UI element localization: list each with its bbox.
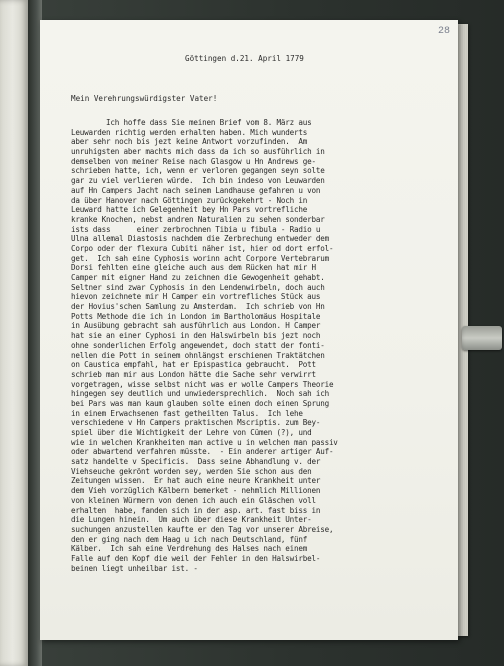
- letter-line: Leuward hatte ich Gelegenheit bey Hn Pars vortrefliche: [71, 205, 308, 215]
- letter-dateline: Göttingen d.21. April 1779: [185, 54, 304, 63]
- letter-line: der Hovius'schen Samlung zu Amsterdam. Ich schrieb von Hn: [71, 302, 325, 312]
- letter-line: hievon zeichnete mir H Camper ein vortrefliches Stück aus: [71, 292, 321, 302]
- letter-line: demselben von meiner Reise nach Glasgow u Hn Andrews ge-: [71, 156, 316, 166]
- bookmark-ribbon: [462, 326, 502, 350]
- letter-line: Kälber. Ich sah eine Verdrehung des Halses nach einem: [71, 544, 308, 554]
- letter-line: Zeitungen wissen. Er hat auch eine neure Krankheit unter: [71, 476, 321, 486]
- letter-line: Viehseuche gekrönt worden sey, werden Sie schon aus den: [71, 466, 312, 476]
- letter-line: erhalten habe, fanden sich in der asp. art. fast biss in: [71, 505, 321, 515]
- letter-line: schrieben hatte, ich, wenn er verloren gegangen seyn solte: [71, 166, 325, 176]
- letter-line: in einem Erwachsenen fast getheilten Talus. Ich lehe: [71, 408, 303, 418]
- letter-line: Seltner sind zwar Cyphosis in den Lendenwirbeln, doch auch: [71, 282, 325, 292]
- letter-line: bei Pars was man kaum glauben solte einen doch einen Sprung: [71, 398, 329, 408]
- letter-line: aber sehr noch bis jezt keine Antwort vorzufinden. Am: [71, 137, 308, 147]
- letter-line: auf Hn Campers Jacht nach seinem Landhause gefahren u von: [71, 185, 321, 195]
- letter-line: kranke Knochen, nebst andren Naturalien zu sehen sonderbar: [71, 214, 325, 224]
- letter-line: verschiedene v Hn Campers praktischen Mscriptis. zum Bey-: [71, 418, 321, 428]
- letter-salutation: Mein Verehrungswürdigster Vater!: [71, 94, 218, 103]
- letter-line: Ich hoffe dass Sie meinen Brief vom 8. März aus: [71, 118, 312, 127]
- letter-line: beinen liegt unheilbar ist. -: [71, 563, 198, 573]
- letter-line: hat sie an einer Cyphosi in den Halswirbeln bis jezt noch: [71, 331, 321, 341]
- letter-line: oder abwartend verfahren müsste. - Ein anderer artiger Auf-: [71, 447, 334, 457]
- letter-line: dem Vieh vorzüglich Kälbern bemerket - nehmlich Millionen: [71, 486, 321, 496]
- letter-line: Ulna allemal Diastosis nachdem die Zerbrechung entweder dem: [71, 234, 329, 244]
- letter-line: on Caustica empfahl, hat er Epispastica gebraucht. Pott: [71, 360, 316, 370]
- letter-line: Corpo oder der flexura Cubiti näher ist, hier od dort erfol-: [71, 243, 334, 253]
- letter-line: get. Ich sah eine Cyphosis worinn acht Corpore Vertebrarum: [71, 253, 329, 263]
- letter-line: vorgetragen, wisse selbst nicht was er wolle Campers Theorie: [71, 379, 334, 389]
- letter-line: gar zu viel verlieren würde. Ich bin indeso von Leuwarden: [71, 176, 325, 186]
- page-number: 28: [437, 26, 450, 37]
- letter-line: suchungen anzustellen kaufte er den Tag vor unserer Abreise,: [71, 524, 334, 534]
- letter-line: von kleinen Würmern von denen ich auch ein Gläschen voll: [71, 495, 316, 505]
- letter-line: spiel über die Wichtigkeit der Lehre von Cümen (?), und: [71, 428, 312, 437]
- letter-line: Falle auf den Kopf die weil der Fehler in den Halswirbel-: [71, 553, 321, 563]
- letter-line: Potts Methode die ich in London im Bartholomäus Hospitale: [71, 311, 321, 321]
- letter-line: die Lungen hinein. Um auch über diese Krankheit Unter-: [71, 515, 312, 525]
- letter-body: [71, 118, 411, 573]
- letter-line: ists dass einer zerbrochnen Tibia u fibula - Radio u: [71, 224, 321, 234]
- letter-line: da über Hanover nach Göttingen zurückgekehrt - Noch in: [71, 195, 308, 205]
- letter-line: nellen die Pott in seinem ohnlängst erschienen Traktätchen: [71, 350, 325, 360]
- letter-line: satz handelte v Specificis. Dass seine Abhandlung v. der: [71, 457, 321, 467]
- letter-line: unruhigsten aber machts mich dass da ich so ausführlich in: [71, 147, 325, 157]
- letter-line: Dorsi fehlten eine gleiche auch aus dem Rücken hat mir H: [71, 263, 316, 273]
- letter-line: Camper mit eigner Hand zu zeichnen die Gewogenheit gehabt.: [71, 273, 325, 282]
- letter-line: schrieb man mir aus London hätte die Sache sehr verwirrt: [71, 369, 316, 379]
- letter-line: in Ausübung gebracht sah ausführlich aus London. H Camper: [71, 321, 321, 331]
- letter-line: wie in welchen Krankheiten man active u in welchen man passiv: [71, 437, 338, 447]
- letter-line: den er ging nach dem Haag u ich nach Deutschland, fünf: [71, 534, 308, 544]
- letter-line: hingegen sey deutlich und unwiedersprechlich. Noch sah ich: [71, 389, 329, 399]
- letter-line: ohne sonderlichen Erfolg angewendet, doch statt der fonti-: [71, 340, 325, 350]
- letter-line: Leuwarden richtig werden erhalten haben. Mich wunderts: [71, 127, 308, 137]
- facing-page-edge: [0, 0, 28, 666]
